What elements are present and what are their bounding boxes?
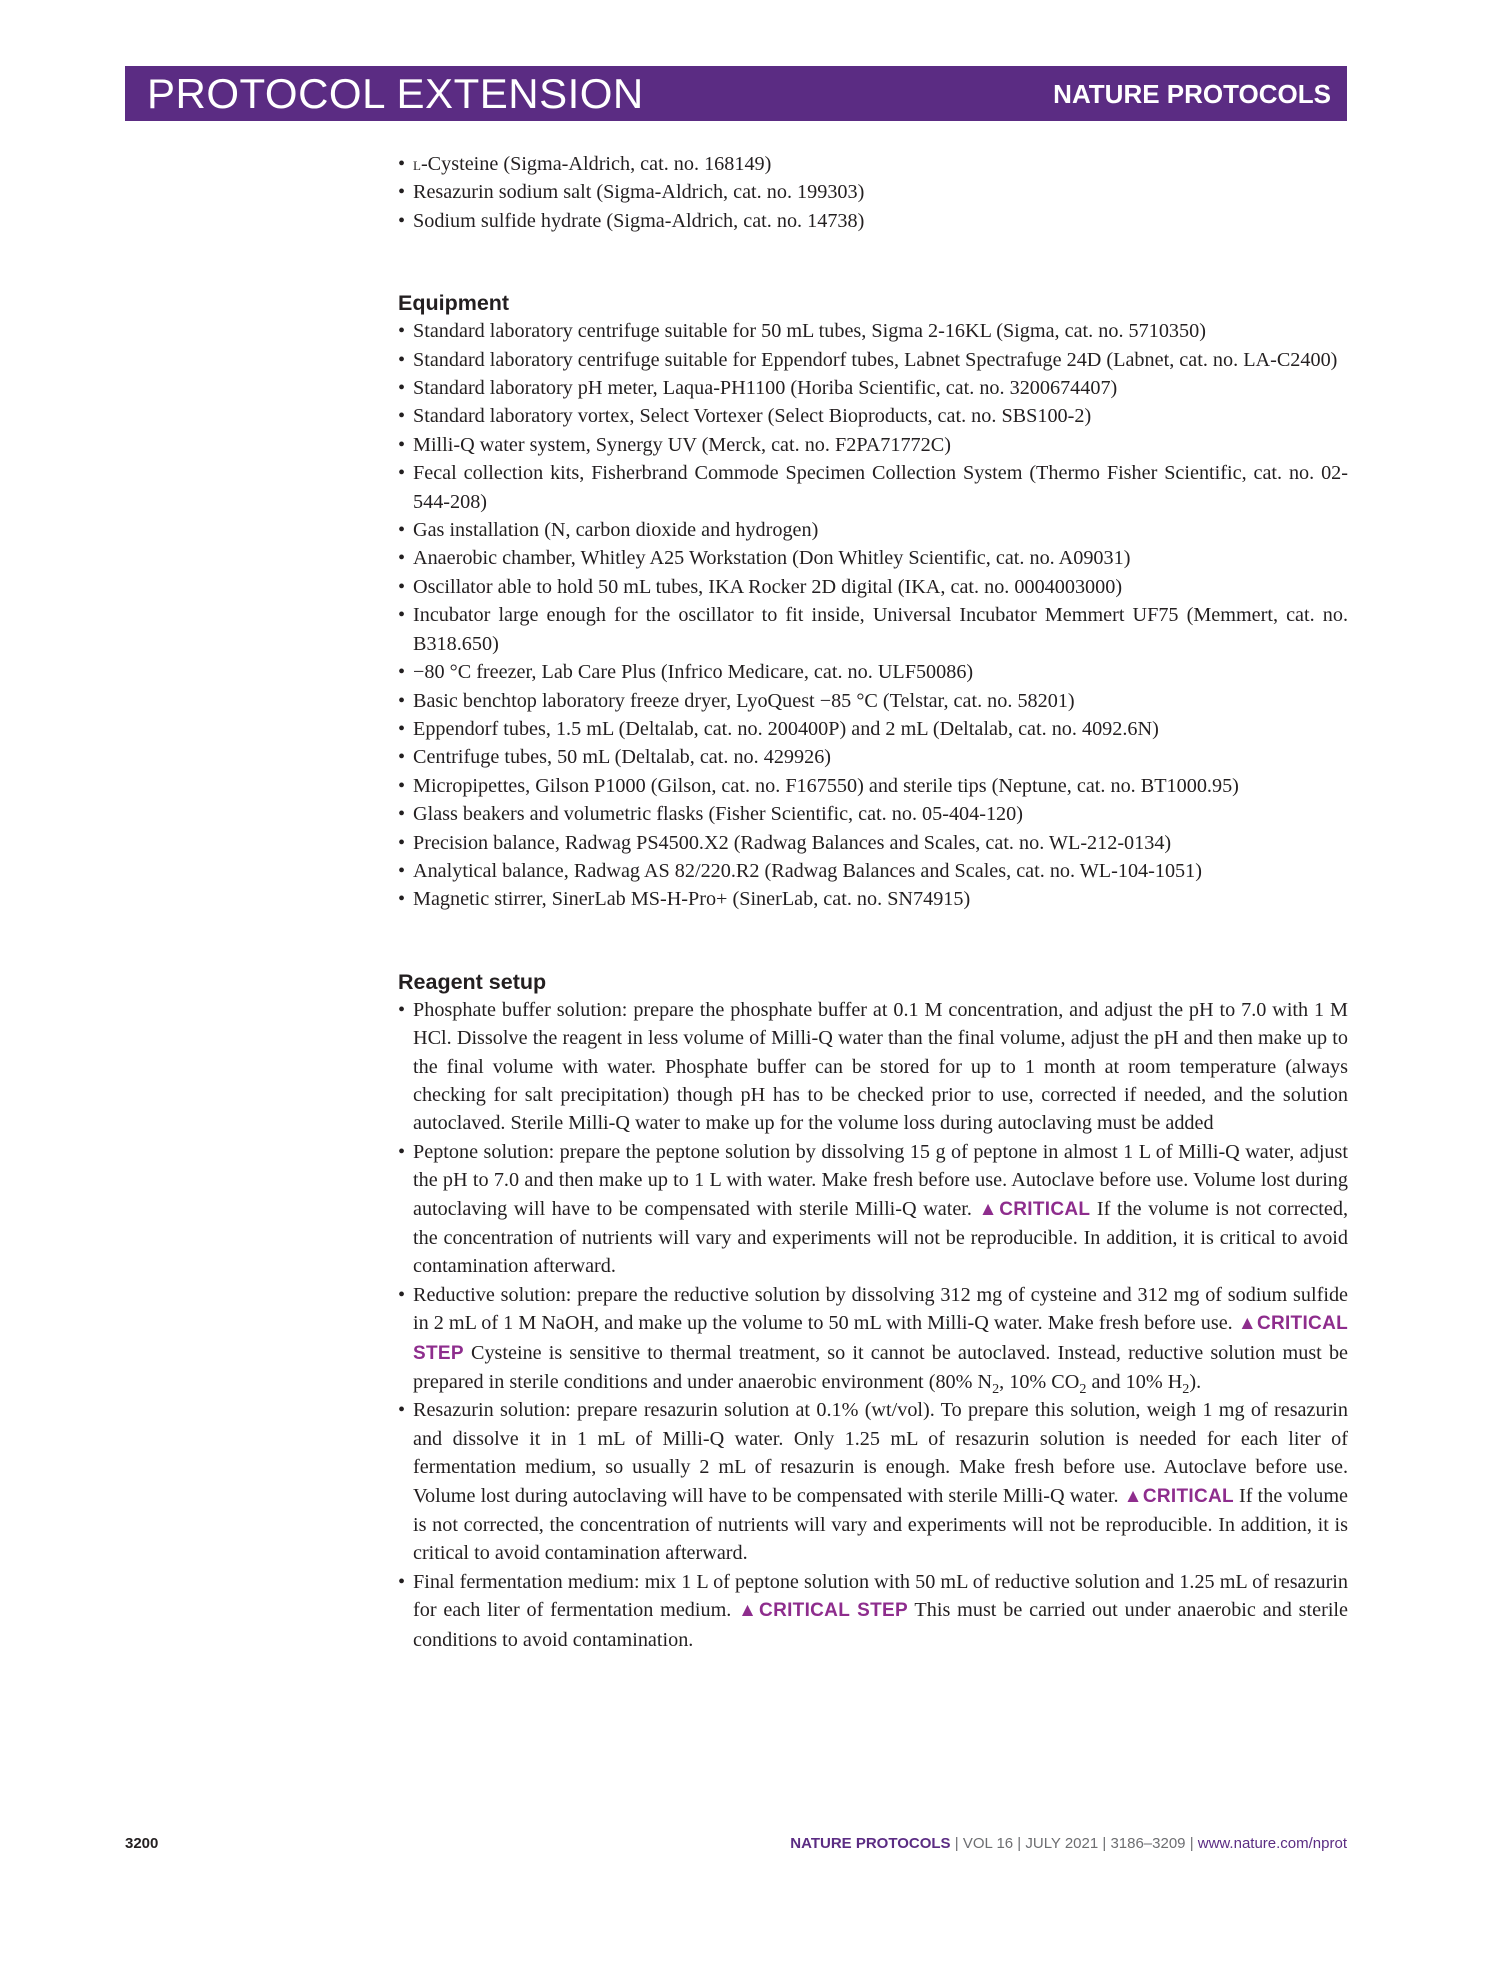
list-item: • Standard laboratory pH meter, Laqua-PH1100 (Horiba Scientific, cat. no. 3200674407): [398, 374, 1348, 402]
list-item: • Standard laboratory centrifuge suitable for 50 mL tubes, Sigma 2-16KL (Sigma, cat. no. 5710350): [398, 317, 1348, 345]
list-item-resazurin: • Resazurin solution: prepare resazurin solution at 0.1% (wt/vol). To prepare this solution, weigh 1 mg of resazurin and dissolve it in 1 mL of Milli-Q water. Only 1.25 mL of resazurin solution is needed for each liter of fermentation medium, so usually 2 mL of resazurin is enough. Make fresh before use. Autoclave before use. Volume lost during autoclaving will have to be compensated with sterile Milli-Q water. ▲CRITICAL If the volume is not corrected, the concentration of nutrients will vary and experiments will not be reproducible. In addition, it is critical to avoid contamination afterward.: [398, 1396, 1348, 1567]
critical-flag: ▲CRITICAL: [1123, 1485, 1234, 1507]
list-item: • Sodium sulfide hydrate (Sigma-Aldrich, cat. no. 14738): [398, 207, 1348, 235]
footer-pages: 3186–3209: [1110, 1835, 1186, 1852]
list-item: • Centrifuge tubes, 50 mL (Deltalab, cat. no. 429926): [398, 743, 1348, 771]
journal-title: NATURE PROTOCOLS: [1053, 79, 1331, 109]
list-item: • −80 °C freezer, Lab Care Plus (Infrico Medicare, cat. no. ULF50086): [398, 658, 1348, 686]
critical-step-flag: ▲CRITICAL STEP: [413, 1313, 1348, 1364]
list-item: • Magnetic stirrer, SinerLab MS-H-Pro+ (SinerLab, cat. no. SN74915): [398, 885, 1348, 913]
list-item: • Milli-Q water system, Synergy UV (Merck, cat. no. F2PA71772C): [398, 431, 1348, 459]
article-type-label: PROTOCOL EXTENSION: [147, 70, 644, 117]
section-heading-equipment: Equipment: [398, 291, 510, 316]
reagents-list-continued: [398, 150, 1348, 235]
list-item: • l-Cysteine (Sigma-Aldrich, cat. no. 168149): [398, 150, 1348, 178]
list-item-peptone: • Peptone solution: prepare the peptone solution by dissolving 15 g of peptone in almost 1 L of Milli-Q water, adjust the pH to 7.0 and then make up to 1 L with water. Make fresh before use. Autoclave before use. Volume lost during autoclaving will have to be compensated with sterile Milli-Q water. ▲CRITICAL If the volume is not corrected, the concentration of nutrients will vary and experiments will not be reproducible. In addition, it is critical to avoid contamination afterward.: [398, 1138, 1348, 1281]
list-item: • Eppendorf tubes, 1.5 mL (Deltalab, cat. no. 200400P) and 2 mL (Deltalab, cat. no. 4092.6N): [398, 715, 1348, 743]
journal-citation: NATURE PROTOCOLS | VOL 16 | JULY 2021 | 3186–3209 | www.nature.com/nprot: [790, 1835, 1347, 1852]
main-content: [398, 150, 1348, 1654]
footer-date: JULY 2021: [1025, 1835, 1099, 1852]
critical-flag: ▲CRITICAL: [978, 1198, 1091, 1220]
list-item: • Analytical balance, Radwag AS 82/220.R2 (Radwag Balances and Scales, cat. no. WL-104-1051): [398, 857, 1348, 885]
list-item-reductive: • Reductive solution: prepare the reductive solution by dissolving 312 mg of cysteine and 312 mg of sodium sulfide in 2 mL of 1 M NaOH, and make up the volume to 50 mL with Milli-Q water. Make fresh before use. ▲CRITICAL STEP Cysteine is sensitive to thermal treatment, so it cannot be autoclaved. Instead, reductive solution must be prepared in sterile conditions and under anaerobic environment (80% $N_2$, 10% $CO_2$ and 10% $H_2$).: [398, 1281, 1348, 1397]
footer-journal-name: NATURE PROTOCOLS: [790, 1835, 951, 1852]
header-bar: [125, 66, 1347, 121]
list-item: • Fecal collection kits, Fisherbrand Commode Specimen Collection System (Thermo Fisher Scientific, cat. no. 02-544-208): [398, 459, 1348, 516]
page-number: 3200: [125, 1835, 159, 1852]
equipment-section: [398, 289, 1348, 914]
list-item: • Standard laboratory centrifuge suitable for Eppendorf tubes, Labnet Spectrafuge 24D (Labnet, cat. no. LA-C2400): [398, 346, 1348, 374]
list-item: • Oscillator able to hold 50 mL tubes, IKA Rocker 2D digital (IKA, cat. no. 0004003000): [398, 573, 1348, 601]
reagent-setup-section: [398, 968, 1348, 1654]
footer-volume: VOL 16: [962, 1835, 1014, 1852]
list-item: • Micropipettes, Gilson P1000 (Gilson, cat. no. F167550) and sterile tips (Neptune, cat. no. BT1000.95): [398, 772, 1348, 800]
journal-url-link[interactable]: www.nature.com/nprot: [1197, 1835, 1347, 1852]
list-item: • Precision balance, Radwag PS4500.X2 (Radwag Balances and Scales, cat. no. WL-212-0134): [398, 829, 1348, 857]
page-footer: [125, 1835, 1347, 1859]
list-item: • Anaerobic chamber, Whitley A25 Workstation (Don Whitley Scientific, cat. no. A09031): [398, 544, 1348, 572]
equipment-list: [398, 317, 1348, 914]
list-item: • Standard laboratory vortex, Select Vortexer (Select Bioproducts, cat. no. SBS100-2): [398, 402, 1348, 430]
list-item: • Glass beakers and volumetric flasks (Fisher Scientific, cat. no. 05-404-120): [398, 800, 1348, 828]
list-item: • Incubator large enough for the oscillator to fit inside, Universal Incubator Memmert UF75 (Memmert, cat. no. B318.650): [398, 601, 1348, 658]
list-item: • Resazurin sodium salt (Sigma-Aldrich, cat. no. 199303): [398, 178, 1348, 206]
list-item: • Gas installation (N, carbon dioxide and hydrogen): [398, 516, 1348, 544]
list-item-phosphate: • Phosphate buffer solution: prepare the phosphate buffer at 0.1 M concentration, and adjust the pH to 7.0 with 1 M HCl. Dissolve the reagent in less volume of Milli-Q water than the final volume, adjust the pH and then make up to the final volume with water. Phosphate buffer can be stored for up to 1 month at room temperature (always checking for salt precipitation) though pH has to be checked prior to use, corrected if needed, and the solution autoclaved. Sterile Milli-Q water to make up for the volume loss during autoclaving must be added: [398, 996, 1348, 1138]
list-item-final-medium: • Final fermentation medium: mix 1 L of peptone solution with 50 mL of reductive solution and 1.25 mL of resazurin for each liter of fermentation medium. ▲CRITICAL STEP This must be carried out under anaerobic and sterile conditions to avoid contamination.: [398, 1568, 1348, 1654]
reagent-setup-list: [398, 996, 1348, 1654]
section-heading-reagent-setup: Reagent setup: [398, 969, 547, 994]
list-item: • Basic benchtop laboratory freeze dryer, LyoQuest −85 °C (Telstar, cat. no. 58201): [398, 687, 1348, 715]
critical-step-flag: ▲CRITICAL STEP: [738, 1600, 908, 1622]
